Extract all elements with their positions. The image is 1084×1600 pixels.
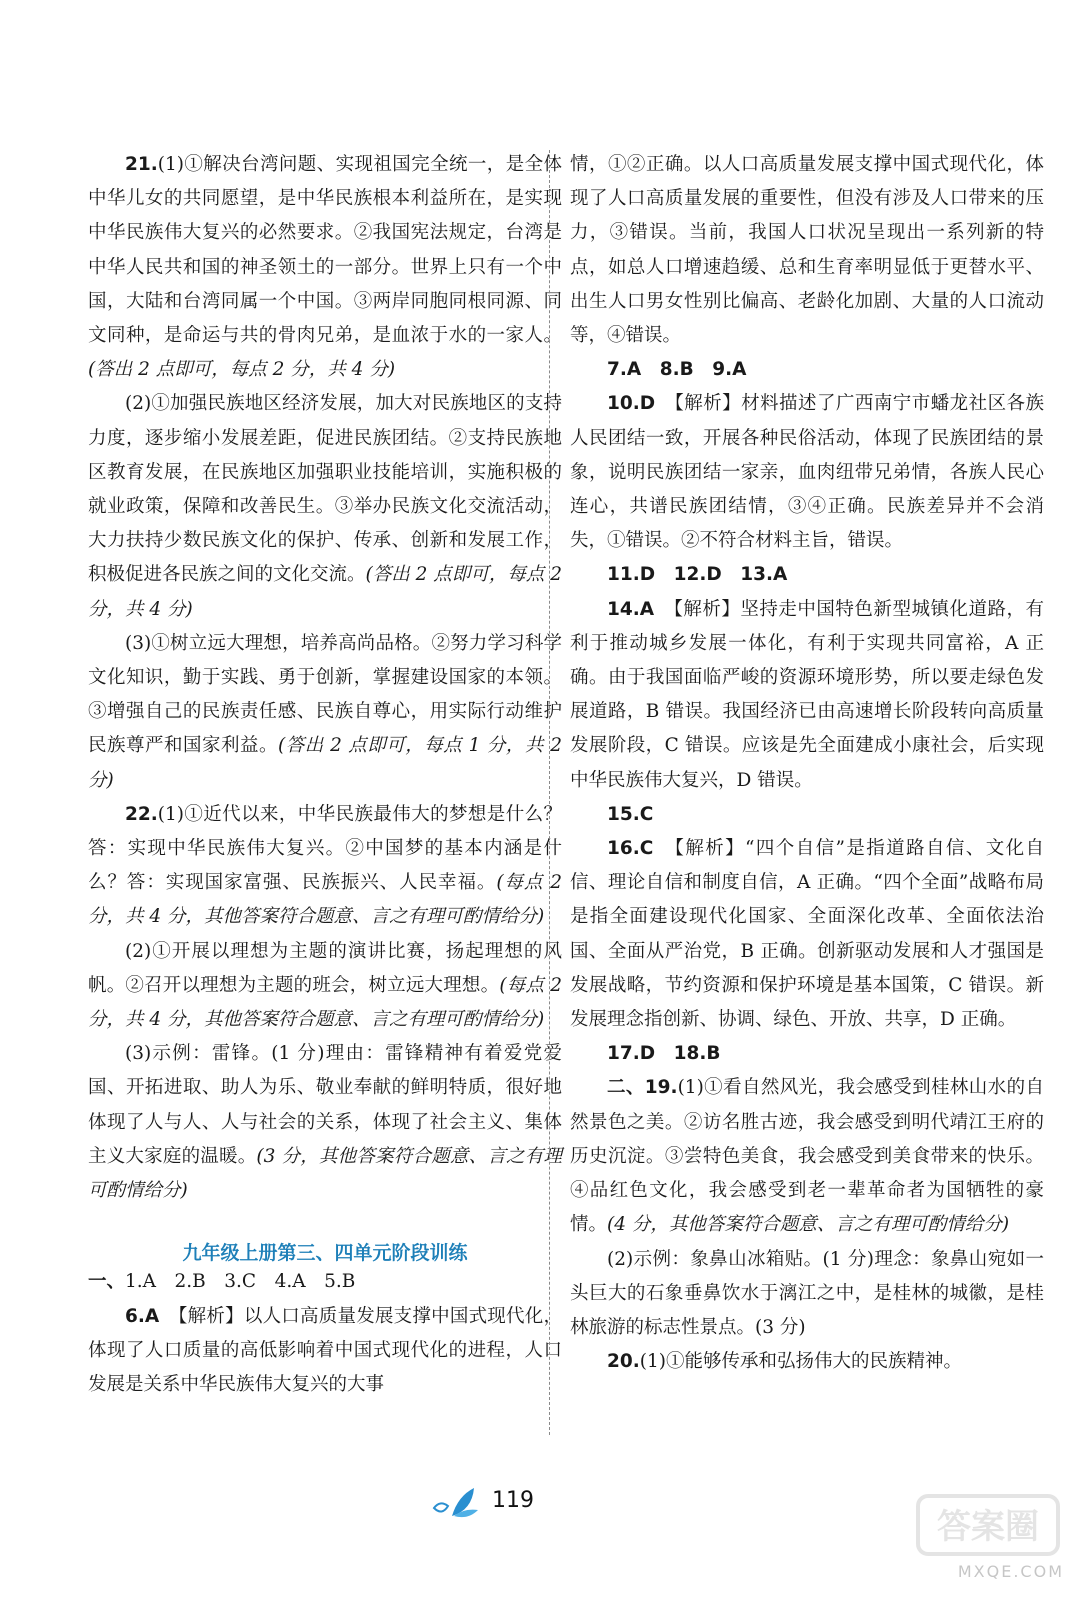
question-number: 21. <box>125 154 158 175</box>
answer-text: (2)①开展以理想为主题的演讲比赛，扬起理想的风帆。②召开以理想为主题的班会，树立远大理想。 <box>88 940 562 996</box>
question-number: 16.C <box>607 838 654 860</box>
answer-text: (1)①解决台湾问题、实现祖国完全统一，是全体中华儿女的共同愿望，是中华民族根本利益所在，是实现中华民族伟大复兴的必然要求。②我国宪法规定，台湾是中华人民共和国的神圣领土的一部分。世界上只有一个中国，大陆和台湾同属一个中国。③两岸同胞同根同源、同文同种，是命运与共的骨肉兄弟，是血浓于水的一家人。 <box>88 154 562 347</box>
scoring-note: (答出 2 点即可，每点 2 分，共 4 分) <box>88 359 396 381</box>
answer-text: 情，①②正确。以人口高质量发展支撑中国式现代化，体现了人口高质量发展的重要性，但没有涉及人口带来的压力，③错误。当前，我国人口状况呈现出一系列新的特点，如总人口增速趋缓、总和生育率明显低于更替水平、出生人口男女性别比偏高、老龄化加剧、大量的人口流动等，④错误。 <box>570 154 1044 347</box>
answer-paragraph <box>570 387 1044 558</box>
scoring-note: (4 分，其他答案符合题意、言之有理可酌情给分) <box>607 1214 1010 1236</box>
answer-paragraph <box>88 1265 562 1299</box>
answer-paragraph <box>570 558 1044 592</box>
answer-text: (1)①能够传承和弘扬伟大的民族精神。 <box>639 1351 962 1373</box>
svg-text:答案圈: 答案圈 <box>937 1507 1039 1547</box>
answer-text: 1.A 2.B 3.C 4.A 5.B <box>125 1271 356 1293</box>
answer-text: (1)①看自然风光，我会感受到桂林山水的自然景色之美。②访名胜古迹，我会感受到明代靖江王府的历史沉淀。③尝特色美食，我会感受到美食带来的快乐。④品红色文化，我会感受到老一辈革命者为国牺牲的豪情。 <box>570 1077 1044 1236</box>
question-number: 二、19. <box>607 1077 678 1099</box>
scoring-note: (答出 2 点即可，每点 1 分，共 2 分) <box>88 735 562 791</box>
answer-text: 【解析】坚持走中国特色新型城镇化道路，有利于推动城乡发展一体化，有利于实现共同富裕，A 正确。由于我国面临严峻的资源环境形势，所以要走绿色发展道路，B 错误。我国经济已由高速增长阶段转向高质量发展阶段，C 错误。应该是先全面建成小康社会，后实现中华民族伟大复兴，D 错误。 <box>570 598 1044 791</box>
answer-paragraph <box>88 1300 562 1403</box>
answer-paragraph <box>88 798 562 935</box>
question-number: 20. <box>607 1351 640 1373</box>
answer-paragraph <box>570 593 1044 798</box>
question-number: 15.C <box>607 803 654 825</box>
answer-text: 【解析】以人口高质量发展支撑中国式现代化，体现了人口质量的高低影响着中国式现代化的进程，人口发展是关系中华民族伟大复兴的大事 <box>88 1305 562 1395</box>
answer-text: (2)示例：象鼻山冰箱贴。(1 分)理念：象鼻山宛如一头巨大的石象垂鼻饮水于漓江之中，是桂林的城徽，是桂林旅游的标志性景点。(3 分) <box>570 1248 1044 1338</box>
answer-text: 【解析】材料描述了广西南宁市蟠龙社区各族人民团结一致，开展各种民俗活动，体现了民族团结的景象，说明民族团结一家亲，血肉纽带兄弟情，各族人民心连心，共谱民族团结情，③④正确。民族差异并不会消失，①错误。②不符合材料主旨，错误。 <box>570 393 1044 552</box>
answer-text: (3)①树立远大理想，培养高尚品格。②努力学习科学文化知识，勤于实践、勇于创新，掌握建设国家的本领。③增强自己的民族责任感、民族自尊心，用实际行动维护民族尊严和国家利益。 <box>88 632 562 757</box>
answer-paragraph <box>88 387 562 626</box>
right-paragraphs <box>570 148 1044 1379</box>
answer-paragraph <box>88 1037 562 1208</box>
answer-paragraph <box>570 1243 1044 1346</box>
answer-paragraph <box>88 627 562 798</box>
answer-paragraph <box>570 353 1044 387</box>
answer-paragraph <box>570 1037 1044 1071</box>
answer-text: 【解析】“四个自信”是指道路自信、文化自信、理论自信和制度自信，A 正确。“四个全面”战略布局是指全面建设现代化国家、全面深化改革、全面依法治国、全面从严治党，B 正确。创新驱动发展和人才强国是发展战略，节约资源和保护环境是基本国策，C 错误。新发展理念指创新、协调、绿色、开放、共享，D 正确。 <box>570 838 1044 1031</box>
watermark-logo <box>914 1490 1064 1564</box>
scoring-note: (每点 2 分，共 4 分，其他答案符合题意、言之有理可酌情给分) <box>88 974 562 1031</box>
answer-paragraph <box>570 832 1044 1037</box>
left-paragraphs <box>88 148 562 1208</box>
answer-paragraph <box>570 1071 1044 1242</box>
answer-paragraph <box>570 1345 1044 1379</box>
answer-text: (3)示例：雷锋。(1 分)理由：雷锋精神有着爱党爱国、开拓进取、助人为乐、敬业奉献的鲜明特质，很好地体现了人与人、人与社会的关系，体现了社会主义、集体主义大家庭的温暖。 <box>88 1043 562 1167</box>
watermark-url: MXQE.COM <box>957 1562 1064 1581</box>
scoring-note: (3 分，其他答案符合题意、言之有理可酌情给分) <box>88 1145 562 1202</box>
column-divider <box>549 150 550 1435</box>
question-number: 一、 <box>88 1271 126 1293</box>
answer-text: (2)①加强民族地区经济发展，加大对民族地区的支持力度，逐步缩小发展差距，促进民族团结。②支持民族地区教育发展，在民族地区加强职业技能培训，实施积极的就业政策，保障和改善民生。③举办民族文化交流活动，大力扶持少数民族文化的保护、传承、创新和发展工作，积极促进各民族之间的文化交流。 <box>88 393 562 586</box>
question-number: 10.D <box>607 393 656 415</box>
scoring-note: (每点 2 分，共 4 分，其他答案符合题意、言之有理可酌情给分) <box>88 872 562 928</box>
left-tail-paragraphs <box>88 1265 562 1402</box>
question-number: 14.A <box>607 598 655 620</box>
answer-paragraph <box>88 935 562 1038</box>
answer-paragraph <box>570 798 1044 832</box>
section-title: 九年级上册第三、四单元阶段训练 <box>182 1242 468 1265</box>
scoring-note: (答出 2 点即可，每点 2 分，共 4 分) <box>88 564 562 620</box>
answer-text: (1)①近代以来，中华民族最伟大的梦想是什么？答：实现中华民族伟大复兴。②中国梦的基本内涵是什么？答：实现国家富强、民族振兴、人民幸福。 <box>88 803 562 894</box>
right-column <box>570 148 1044 1379</box>
question-number: 17.D 18.B <box>607 1043 721 1065</box>
leaf-icon <box>430 1482 486 1526</box>
question-number: 22. <box>125 803 158 825</box>
answer-paragraph <box>570 148 1044 353</box>
left-column <box>88 148 562 1402</box>
question-number: 6.A <box>125 1305 160 1327</box>
page-number: 119 <box>492 1488 534 1513</box>
question-number: 7.A 8.B 9.A <box>607 359 747 381</box>
answer-paragraph <box>88 148 562 387</box>
question-number: 11.D 12.D 13.A <box>607 564 788 586</box>
